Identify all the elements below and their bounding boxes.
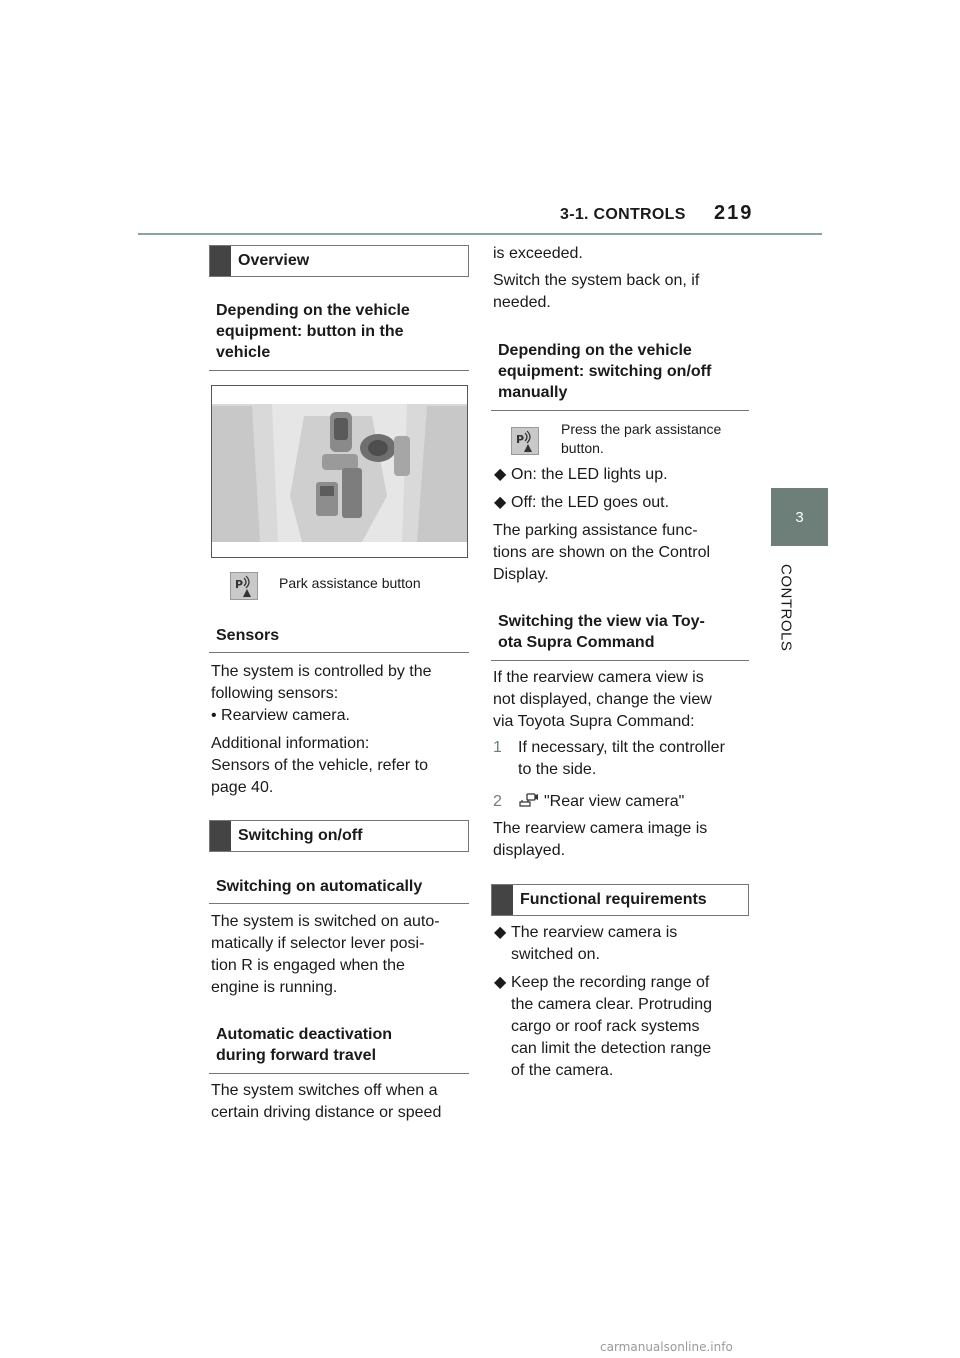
auto-on-text: The system is switched on auto- matically if selector lever posi- tion R is engaged when the engine is running. bbox=[211, 913, 440, 996]
subheading-manual-switching: Depending on the vehicle equipment: switching on/off manually bbox=[491, 340, 749, 411]
control-display-text: The parking assistance func- tions are shown on the Control Display. bbox=[493, 522, 711, 583]
switch-back-text: Switch the system back on, if needed. bbox=[493, 272, 700, 311]
subheading-switch-view: Switching the view via Toy- ota Supra Command bbox=[491, 611, 749, 661]
section-heading-overview: Overview bbox=[209, 245, 469, 277]
photo-caption: Park assistance button bbox=[279, 575, 421, 591]
heading-bar bbox=[210, 821, 231, 851]
subheading-auto-off: Automatic deactivation during forward travel bbox=[209, 1024, 469, 1074]
press-button-text: Press the park assistance button. bbox=[561, 421, 722, 456]
auto-off-text: The system switches off when a certain driving distance or speed bbox=[211, 1082, 442, 1121]
section-heading-sensors: Sensors bbox=[216, 627, 280, 644]
bullet-dot-icon: ◆ bbox=[494, 974, 507, 991]
bullet-dot-icon: ◆ bbox=[494, 924, 507, 941]
subheading-auto-on: Switching on automatically bbox=[209, 876, 469, 904]
heading-bar bbox=[210, 246, 231, 276]
step-1: 1 If necessary, tilt the controller to the side. bbox=[493, 739, 725, 778]
svg-text:P: P bbox=[516, 433, 525, 446]
requirement-1: ◆ The rearview camera is switched on. bbox=[494, 924, 678, 963]
page-number: 219 bbox=[714, 202, 754, 224]
switch-view-intro: If the rearview camera view is not displayed, change the view via Toyota Supra Command: bbox=[493, 669, 712, 730]
section-heading-switching: Switching on/off bbox=[209, 820, 469, 852]
sensor-list-item: • Rearview camera. bbox=[211, 707, 350, 724]
center-console-photo bbox=[211, 385, 468, 558]
bullet-on: ◆ On: the LED lights up. bbox=[493, 464, 751, 486]
heading-bar bbox=[492, 885, 513, 915]
running-header-section: 3-1. CONTROLS bbox=[560, 206, 686, 223]
section-heading-sensors-area bbox=[209, 620, 469, 653]
sensors-intro: The system is controlled by the following sensors: • Rearview camera. bbox=[211, 661, 471, 727]
requirement-2: ◆ Keep the recording range of the camera clear. Protruding cargo or roof rack systems can limit the detection range of the camera. bbox=[494, 974, 712, 1079]
camera-image-text: The rearview camera image is displayed. bbox=[493, 820, 708, 859]
bullet-off: ◆ Off: the LED goes out. bbox=[493, 492, 751, 514]
step-2: 2 "Rear view camera" bbox=[493, 791, 751, 813]
header-rule bbox=[138, 233, 822, 235]
svg-text:P: P bbox=[235, 578, 244, 591]
center-console-illustration bbox=[212, 386, 467, 557]
subheading-button-in-vehicle: Depending on the vehicle equipment: button in the vehicle bbox=[209, 300, 469, 371]
chapter-tab-number: 3 bbox=[771, 488, 828, 546]
additional-info: Additional information: Sensors of the vehicle, refer to page 40. bbox=[211, 735, 428, 796]
continued-text: is exceeded. bbox=[493, 245, 583, 262]
bullet-dot-icon: ◆ bbox=[494, 494, 507, 511]
watermark: carmanualsonline.info bbox=[600, 1340, 733, 1354]
rear-camera-icon bbox=[518, 792, 540, 808]
bullet-dot-icon: ◆ bbox=[494, 466, 507, 483]
section-heading-functional-requirements: Functional requirements bbox=[491, 884, 749, 916]
park-assist-icon bbox=[511, 427, 539, 455]
park-assist-icon bbox=[230, 572, 258, 600]
chapter-tab-label: CONTROLS bbox=[777, 564, 795, 652]
step-number: 2 bbox=[493, 793, 502, 810]
step-number: 1 bbox=[493, 739, 502, 756]
